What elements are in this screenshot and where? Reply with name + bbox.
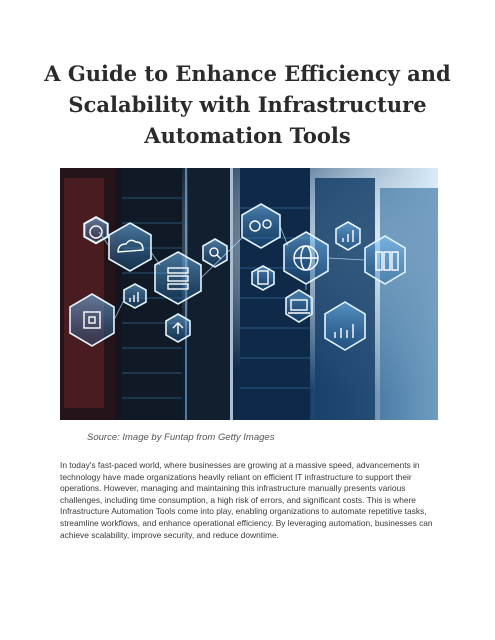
server-room-illustration: [60, 168, 438, 420]
search-icon: [203, 239, 227, 267]
document-icon: [252, 266, 274, 290]
image-caption: Source: Image by Funtap from Getty Images: [87, 432, 275, 443]
hero-image: [60, 168, 438, 420]
page-title: A Guide to Enhance Efficiency and Scalability with Infrastructure Automation Tools: [44, 61, 451, 148]
bar-chart-icon: [124, 284, 146, 308]
laptop-icon: [286, 290, 312, 322]
intro-paragraph: In today's fast-paced world, where businesses are growing at a massive speed, advancements in technology have made organizations heavily reliant on efficient IT infrastructure to support their operations. However, managing and maintaining this infrastructure manually presents various challenges, including time consumption, a high risk of errors, and significant costs. This is where Infrastructure Automation Tools come into play, enabling organizations to automate repetitive tasks, streamline workflows, and enhance operational efficiency. By leveraging automation, businesses can achieve scalability, improve security, and reduce downtime.: [60, 460, 433, 540]
